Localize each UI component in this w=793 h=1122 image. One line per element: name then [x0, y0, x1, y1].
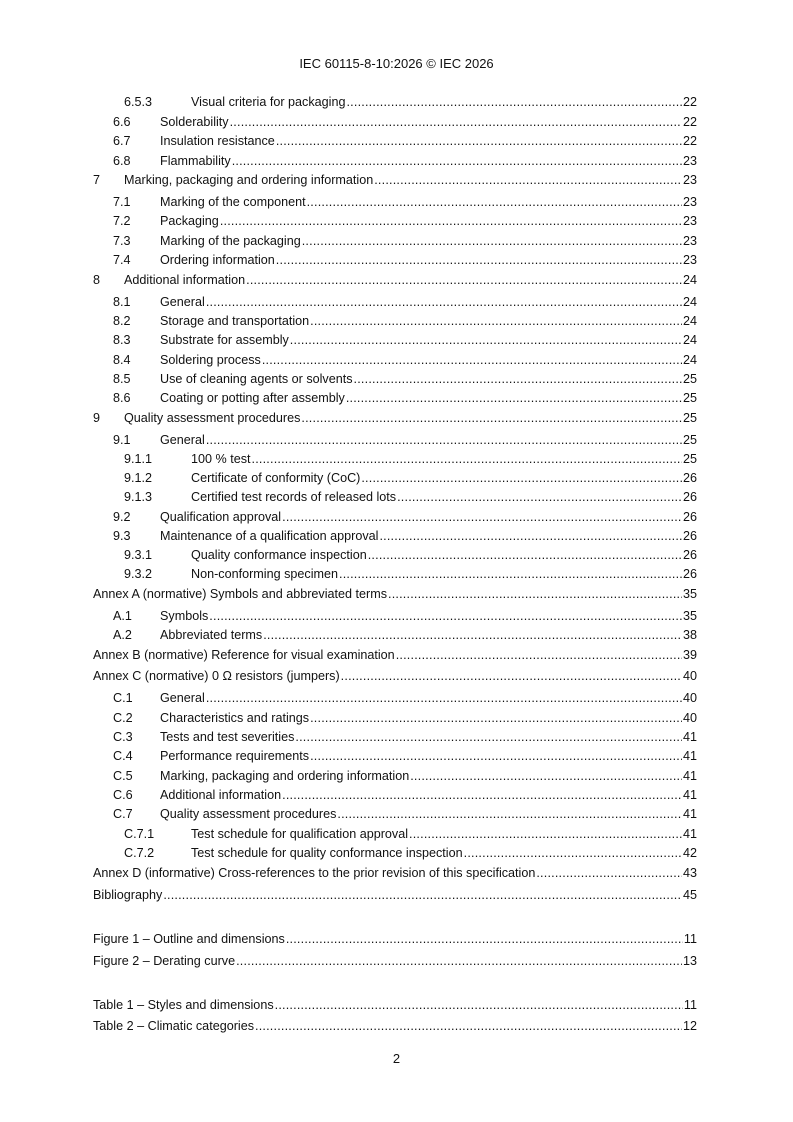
dot-leader: [396, 647, 682, 663]
toc-entry-title: Additional information: [124, 273, 246, 287]
toc-entry-title: Flammability: [160, 154, 231, 168]
toc-entry[interactable]: [0, 194, 793, 210]
toc-entry[interactable]: [0, 710, 793, 726]
dot-leader: [302, 233, 682, 249]
toc-entry-title: Tests and test severities: [160, 730, 295, 744]
toc-entry[interactable]: [0, 390, 793, 406]
toc-entry-page: 23: [682, 195, 697, 209]
toc-entry-page: 40: [682, 691, 697, 705]
toc-entry[interactable]: [0, 566, 793, 582]
toc-entry[interactable]: [0, 826, 793, 842]
toc-entry[interactable]: [0, 313, 793, 329]
toc-entry[interactable]: [0, 432, 793, 448]
dot-leader: [275, 997, 683, 1013]
dot-leader: [220, 213, 682, 229]
toc-entry-title: Ordering information: [160, 253, 275, 267]
toc-entry-title: Storage and transportation: [160, 314, 310, 328]
toc-entry-page: 41: [682, 749, 697, 763]
toc-entry-title: General: [160, 295, 205, 309]
toc-entry-title: Quality assessment procedures: [160, 807, 337, 821]
toc-entry-page: 22: [682, 95, 697, 109]
dot-leader: [295, 729, 682, 745]
dot-leader: [276, 133, 682, 149]
toc-entry[interactable]: [0, 806, 793, 822]
toc-entry[interactable]: [0, 272, 793, 288]
toc-entry-page: 41: [682, 730, 697, 744]
toc-entry-page: 11: [683, 998, 697, 1012]
toc-entry-page: 26: [682, 510, 697, 524]
toc-entry-page: 25: [682, 411, 697, 425]
toc-entry-title: Characteristics and ratings: [160, 711, 310, 725]
toc-entry-title: Visual criteria for packaging: [191, 95, 346, 109]
toc-entry-title: Qualification approval: [160, 510, 282, 524]
toc-entry[interactable]: [0, 865, 793, 881]
dot-leader: [368, 547, 682, 563]
dot-leader: [282, 787, 682, 803]
toc-entry-page: 24: [682, 273, 697, 287]
toc-entry-page: 25: [682, 372, 697, 386]
toc-entry-page: 40: [682, 669, 697, 683]
toc-entry-title: Table 2 – Climatic categories: [93, 1019, 254, 1033]
toc-entry-title: Annex B (normative) Reference for visual examination: [93, 648, 395, 662]
toc-entry[interactable]: [0, 729, 793, 745]
toc-entry-number: 8.3: [113, 333, 131, 347]
toc-entry-number: A.1: [113, 609, 132, 623]
dot-leader: [310, 710, 682, 726]
toc-entry-title: Test schedule for quality conformance inspection: [191, 846, 463, 860]
toc-entry-page: 24: [682, 314, 697, 328]
toc-entry-number: 7: [93, 173, 101, 187]
dot-leader: [397, 489, 682, 505]
toc-entry[interactable]: [0, 627, 793, 643]
toc-entry-page: 26: [682, 548, 697, 562]
toc-entry-title: Performance requirements: [160, 749, 310, 763]
toc-entry-number: 7.4: [113, 253, 131, 267]
toc-entry-number: 9.3.1: [124, 548, 153, 562]
toc-entry-page: 42: [682, 846, 697, 860]
toc-entry-page: 41: [682, 807, 697, 821]
toc-entry-title: Table 1 – Styles and dimensions: [93, 998, 274, 1012]
toc-entry-page: 41: [682, 788, 697, 802]
toc-entry-title: Abbreviated terms: [160, 628, 263, 642]
toc-entry-title: Certificate of conformity (CoC): [191, 471, 361, 485]
toc-entry[interactable]: [0, 931, 793, 947]
toc-entry-page: 23: [682, 234, 697, 248]
toc-entry-title: Maintenance of a qualification approval: [160, 529, 379, 543]
toc-entry[interactable]: [0, 647, 793, 663]
toc-entry-number: C.3: [113, 730, 133, 744]
toc-entry-title: Soldering process: [160, 353, 261, 367]
toc-entry-number: 8.6: [113, 391, 131, 405]
toc-entry-page: 45: [682, 888, 697, 902]
toc-entry[interactable]: [0, 586, 793, 602]
dot-leader: [388, 586, 682, 602]
toc-entry[interactable]: [0, 213, 793, 229]
toc-entry-title: Annex C (normative) 0 Ω resistors (jumpers): [93, 669, 340, 683]
dot-leader: [263, 627, 682, 643]
toc-entry-number: 8.2: [113, 314, 131, 328]
toc-entry-title: Packaging: [160, 214, 219, 228]
toc-entry-title: Certified test records of released lots: [191, 490, 397, 504]
toc-entry-title: Figure 1 – Outline and dimensions: [93, 932, 285, 946]
toc-entry-page: 23: [682, 173, 697, 187]
toc-entry[interactable]: [0, 528, 793, 544]
toc-entry-title: Use of cleaning agents or solvents: [160, 372, 353, 386]
toc-entry-title: 100 % test: [191, 452, 251, 466]
dot-leader: [374, 172, 682, 188]
dot-leader: [346, 390, 682, 406]
toc-entry-number: 9.3: [113, 529, 131, 543]
toc-entry-number: C.2: [113, 711, 133, 725]
toc-entry-title: Marking of the packaging: [160, 234, 301, 248]
toc-entry-page: 38: [682, 628, 697, 642]
dot-leader: [341, 668, 682, 684]
dot-leader: [379, 528, 682, 544]
dot-leader: [236, 953, 682, 969]
toc-entry-title: Annex D (informative) Cross-references to the prior revision of this specification: [93, 866, 536, 880]
toc-entry-title: Non-conforming specimen: [191, 567, 338, 581]
toc-entry-page: 39: [682, 648, 697, 662]
dot-leader: [301, 410, 682, 426]
toc-entry[interactable]: [0, 133, 793, 149]
toc-entry-page: 22: [682, 134, 697, 148]
toc-entry-page: 35: [682, 609, 697, 623]
toc-entry-title: Marking, packaging and ordering information: [160, 769, 410, 783]
toc-entry-number: 9.2: [113, 510, 131, 524]
toc-entry[interactable]: [0, 787, 793, 803]
toc-entry-page: 13: [682, 954, 697, 968]
toc-entry-title: Coating or potting after assembly: [160, 391, 345, 405]
toc-entry-number: 6.7: [113, 134, 131, 148]
toc-entry-title: General: [160, 433, 205, 447]
toc-entry[interactable]: [0, 997, 793, 1013]
toc-entry[interactable]: [0, 153, 793, 169]
toc-entry-number: 9.3.2: [124, 567, 153, 581]
toc-entry[interactable]: [0, 547, 793, 563]
dot-leader: [410, 768, 682, 784]
toc-entry-title: Marking, packaging and ordering information: [124, 173, 374, 187]
toc-entry-page: 40: [682, 711, 697, 725]
dot-leader: [252, 451, 682, 467]
toc-entry[interactable]: [0, 233, 793, 249]
toc-entry-page: 25: [682, 391, 697, 405]
dot-leader: [232, 153, 682, 169]
dot-leader: [209, 608, 682, 624]
toc-entry-title: General: [160, 691, 205, 705]
toc-entry[interactable]: [0, 371, 793, 387]
dot-leader: [310, 313, 682, 329]
toc-entry[interactable]: [0, 451, 793, 467]
toc-entry[interactable]: [0, 1018, 793, 1034]
toc-entry-page: 23: [682, 253, 697, 267]
toc-entry-page: 24: [682, 333, 697, 347]
toc-entry[interactable]: [0, 489, 793, 505]
toc-entry[interactable]: [0, 352, 793, 368]
toc-entry-page: 43: [682, 866, 697, 880]
toc-entry-number: 6.8: [113, 154, 131, 168]
toc-entry[interactable]: [0, 94, 793, 110]
toc-entry-number: 6.6: [113, 115, 131, 129]
toc-entry-number: 6.5.3: [124, 95, 153, 109]
toc-entry-title: Insulation resistance: [160, 134, 275, 148]
dot-leader: [337, 806, 682, 822]
dot-leader: [307, 194, 682, 210]
toc-entry-number: C.6: [113, 788, 133, 802]
toc-entry-number: 9.1.1: [124, 452, 153, 466]
toc-entry[interactable]: [0, 845, 793, 861]
dot-leader: [282, 509, 682, 525]
dot-leader: [206, 432, 682, 448]
toc-entry-page: 41: [682, 827, 697, 841]
dot-leader: [290, 332, 682, 348]
toc-entry-page: 23: [682, 214, 697, 228]
toc-entry[interactable]: [0, 294, 793, 310]
dot-leader: [361, 470, 682, 486]
toc-entry[interactable]: [0, 410, 793, 426]
toc-entry-page: 26: [682, 490, 697, 504]
dot-leader: [276, 252, 682, 268]
toc-entry-number: 7.3: [113, 234, 131, 248]
toc-entry-number: C.7.1: [124, 827, 155, 841]
dot-leader: [206, 690, 682, 706]
toc-entry-page: 25: [682, 452, 697, 466]
toc-entry-page: 24: [682, 295, 697, 309]
toc-entry-number: 9.1: [113, 433, 131, 447]
toc-entry-number: C.7.2: [124, 846, 155, 860]
dot-leader: [286, 931, 683, 947]
toc-entry-title: Substrate for assembly: [160, 333, 289, 347]
toc-entry[interactable]: [0, 768, 793, 784]
dot-leader: [464, 845, 682, 861]
toc-entry-title: Quality assessment procedures: [124, 411, 301, 425]
toc-entry-title: Figure 2 – Derating curve: [93, 954, 236, 968]
page-number: 2: [392, 1051, 401, 1066]
toc-entry[interactable]: [0, 887, 793, 903]
dot-leader: [163, 887, 682, 903]
toc-entry-title: Bibliography: [93, 888, 163, 902]
dot-leader: [409, 826, 682, 842]
dot-leader: [354, 371, 682, 387]
toc-entry[interactable]: [0, 668, 793, 684]
toc-entry-title: Additional information: [160, 788, 282, 802]
toc-entry-number: 8: [93, 273, 101, 287]
toc-entry-number: 8.4: [113, 353, 131, 367]
dot-leader: [255, 1018, 682, 1034]
toc-entry[interactable]: [0, 252, 793, 268]
toc-entry-page: 11: [683, 932, 697, 946]
toc-entry-title: Marking of the component: [160, 195, 306, 209]
toc-entry[interactable]: [0, 608, 793, 624]
toc-entry-page: 25: [682, 433, 697, 447]
page-header: IEC 60115-8-10:2026 © IEC 2026: [299, 56, 494, 71]
toc-entry-page: 35: [682, 587, 697, 601]
toc-entry[interactable]: [0, 748, 793, 764]
toc-entry[interactable]: [0, 953, 793, 969]
toc-entry[interactable]: [0, 114, 793, 130]
toc-entry-title: Solderability: [160, 115, 229, 129]
toc-entry[interactable]: [0, 690, 793, 706]
toc-entry-number: A.2: [113, 628, 132, 642]
toc-entry-number: 7.2: [113, 214, 131, 228]
toc-entry-number: 8.1: [113, 295, 131, 309]
toc-entry[interactable]: [0, 332, 793, 348]
dot-leader: [339, 566, 682, 582]
toc-entry-number: C.4: [113, 749, 133, 763]
toc-entry-number: 8.5: [113, 372, 131, 386]
dot-leader: [246, 272, 682, 288]
dot-leader: [206, 294, 682, 310]
toc-entry-title: Symbols: [160, 609, 209, 623]
dot-leader: [536, 865, 682, 881]
dot-leader: [230, 114, 682, 130]
toc-entry-number: C.7: [113, 807, 133, 821]
toc-entry-page: 22: [682, 115, 697, 129]
toc-entry-page: 12: [682, 1019, 697, 1033]
toc-entry-title: Test schedule for qualification approval: [191, 827, 409, 841]
toc-entry-number: 9: [93, 411, 101, 425]
toc-entry[interactable]: [0, 509, 793, 525]
toc-entry-title: Quality conformance inspection: [191, 548, 367, 562]
toc-entry-page: 26: [682, 567, 697, 581]
toc-entry-page: 23: [682, 154, 697, 168]
toc-entry-number: 9.1.3: [124, 490, 153, 504]
toc-entry-page: 41: [682, 769, 697, 783]
toc-entry-number: 7.1: [113, 195, 131, 209]
toc-entry-number: C.5: [113, 769, 133, 783]
dot-leader: [310, 748, 682, 764]
toc-entry-title: Annex A (normative) Symbols and abbreviated terms: [93, 587, 387, 601]
toc-entry[interactable]: [0, 470, 793, 486]
toc-entry-page: 26: [682, 471, 697, 485]
dot-leader: [262, 352, 682, 368]
toc-entry-number: C.1: [113, 691, 133, 705]
toc-entry[interactable]: [0, 172, 793, 188]
toc-entry-page: 26: [682, 529, 697, 543]
dot-leader: [346, 94, 682, 110]
toc-entry-page: 24: [682, 353, 697, 367]
toc-entry-number: 9.1.2: [124, 471, 153, 485]
